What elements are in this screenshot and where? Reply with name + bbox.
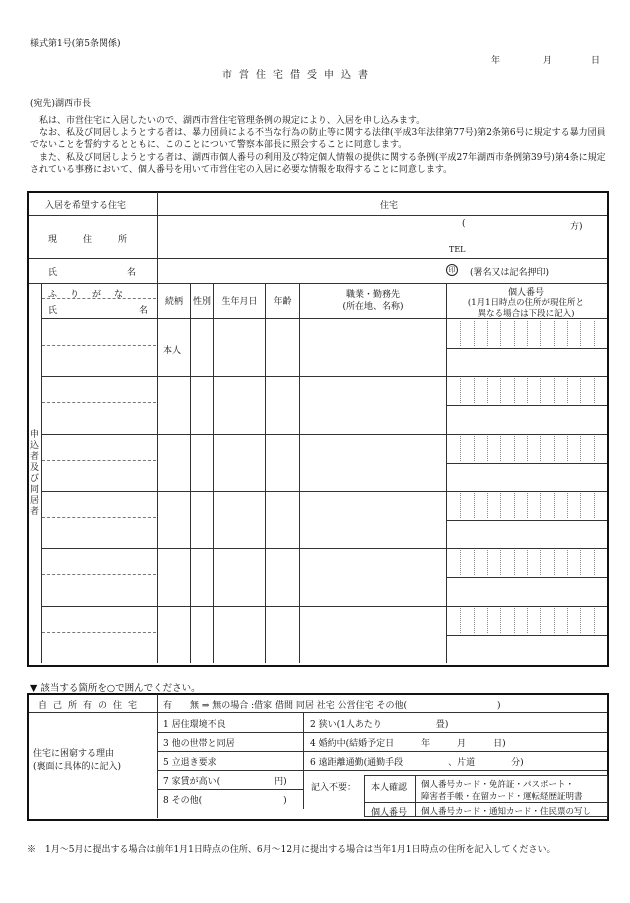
col-mynumber-line2: (1月1日時点の住所が現住所と: [467, 298, 585, 308]
reason-8[interactable]: 8 その他( ): [163, 796, 287, 806]
instruction: ▼ 該当する箇所を○で囲んでください。: [30, 683, 201, 694]
reason-3[interactable]: 3 他の世帯と同居: [163, 739, 235, 749]
no-entry-label: 記入不要：: [311, 783, 357, 793]
col-job-line2: (所在地、名称): [342, 302, 404, 312]
id-check-value-line1: 個人番号カード・免許証・パスポート・: [421, 780, 575, 790]
tel-label: TEL: [449, 245, 466, 254]
col-birthdate: 生年月日: [221, 297, 258, 307]
col-mynumber-line3: 異なる場合は下段に記入): [477, 309, 575, 319]
first-row-relation: 本人: [163, 346, 182, 356]
name-field[interactable]: [160, 261, 440, 281]
intro-paragraph-1: 私は、市営住宅に入居したいので、湖西市営住宅管理条例の規定により、入居を申し込みます。: [39, 116, 426, 126]
mynumber-value: 個人番号カード・通知カード・住民票の写し: [421, 807, 592, 817]
reason-1[interactable]: 1 居住環境不良: [163, 720, 226, 730]
own-housing-label: 自己所有の住宅: [38, 701, 144, 711]
reason-5[interactable]: 5 立退き要求: [163, 758, 217, 768]
name-label: 氏名: [48, 268, 207, 278]
seal-note: (署名又は記名押印): [470, 268, 550, 278]
phone-close: 方): [570, 222, 583, 232]
reason-label-line2: (裏面に具体的に記入): [33, 762, 122, 772]
reason-4[interactable]: 4 婚約中(結婚予定日 年 月 日): [310, 739, 506, 749]
addressee: (宛先)湖西市長: [30, 99, 92, 109]
date-month: 月: [543, 56, 553, 66]
members-label: 申込者及び同居者: [30, 430, 40, 517]
col-age: 年齢: [273, 297, 292, 307]
furigana-label: ふりがな: [48, 290, 137, 300]
col-gender: 性別: [192, 297, 211, 307]
page-title: 市営住宅借受申込書: [222, 70, 375, 81]
member-name-label: 氏名: [48, 306, 231, 316]
date-year: 年: [491, 56, 501, 66]
seal-mark: 印: [446, 264, 458, 276]
address-field[interactable]: [160, 218, 600, 256]
intro-paragraph-2: なお、私及び同居しようとする者は、暴力団員による不当な行為の防止等に関する法律(平成3年法律第77号)第2条第6号に規定する暴力団員でないことを誓約するとともに、このことについて警察本部長に照会することに同意します。: [30, 128, 606, 151]
form-id: 様式第1号(第5条関係): [30, 39, 121, 49]
id-check-label: 本人確認: [371, 783, 408, 793]
own-housing-value[interactable]: 有 無 ⇒ 無の場合 :借家 借間 同居 社宅 公営住宅 その他( ): [163, 701, 501, 711]
footnote: ※ 1月～5月に提出する場合は前年1月1日時点の住所、6月～12月に提出する場合は当年1月1日時点の住所を記入してください。: [27, 845, 556, 855]
reason-2[interactable]: 2 狭い(1人あたり 畳): [310, 720, 449, 730]
reason-6[interactable]: 6 遠距離通勤(通勤手段 、片道 分): [310, 758, 524, 768]
col-mynumber-line1: 個人番号: [507, 288, 544, 298]
id-check-value-line2: 障害者手帳・在留カード・運転経歴証明書: [421, 792, 583, 802]
intro-paragraphs: [30, 115, 608, 176]
phone-open: (: [462, 219, 466, 229]
date-day: 日: [591, 56, 601, 66]
address-label: 現住所: [48, 235, 154, 245]
reason-label-line1: 住宅に困窮する理由: [33, 749, 115, 759]
desired-housing-label: 入居を希望する住宅: [45, 201, 127, 211]
col-relation: 続柄: [164, 297, 183, 307]
intro-paragraph-3: また、私及び同居しようとする者は、湖西市個人番号の利用及び特定個人情報の提供に関する条例(平成27年湖西市条例第39号)第4条に規定されている事務において、個人番号を用いて市営住宅の入居に必要な情報を取得することに同意します。: [30, 152, 606, 175]
mynumber-label: 個人番号: [371, 808, 408, 818]
col-job-line1: 職業・勤務先: [345, 290, 400, 300]
reason-7[interactable]: 7 家賃が高い( 円): [163, 777, 287, 787]
desired-housing-value[interactable]: 住宅: [380, 201, 399, 211]
